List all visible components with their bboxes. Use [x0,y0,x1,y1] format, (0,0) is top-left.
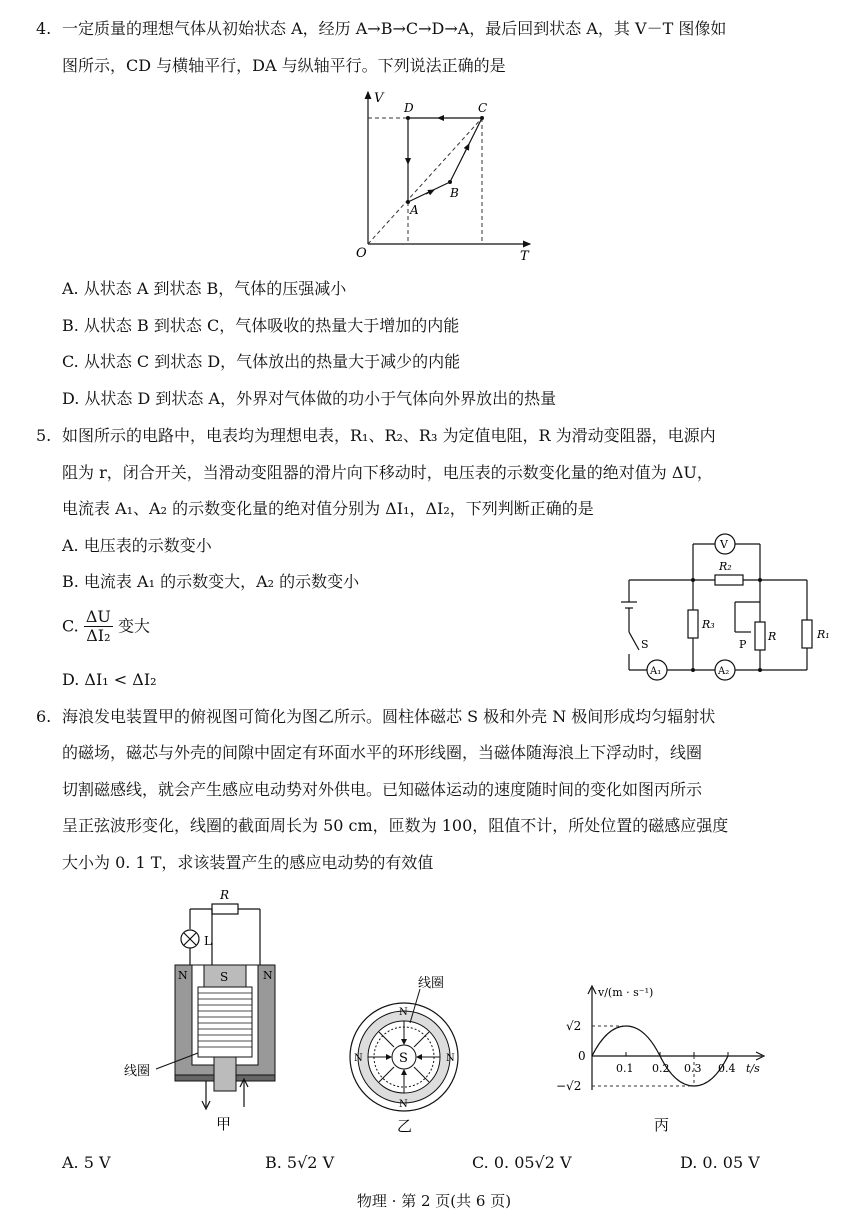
q5-s-label: S [641,638,649,651]
q4-option-c[interactable]: C. 从状态 C 到状态 D，气体放出的热量大于减少的内能 [62,352,461,371]
q5-option-c-numerator: ΔU [85,607,111,626]
q5-r3-label: R₃ [702,618,715,631]
q5-a1-label: A₁ [650,666,662,677]
q6-stem-line3: 切割磁感线，就会产生感应电动势对外供电。已知磁体运动的速度随时间的变化如图丙所示 [62,780,703,799]
q6-option-a[interactable]: A. 5 V [62,1153,111,1172]
q6-bing-y-zero: 0 [578,1049,586,1063]
q5-p-label: P [739,638,747,651]
q6-figure-bing [540,980,780,1135]
q6-jia-r-label: R [220,888,230,902]
q6-jia-n-right-label: N [263,969,273,982]
q6-number: 6. [36,707,52,726]
q5-option-c-fraction [84,608,113,645]
q6-bing-x-tick: 0.3 [684,1062,702,1075]
q5-r1-label: R₁ [817,628,830,641]
q6-yi-n-bottom: N [399,1099,408,1110]
q4-option-b[interactable]: B. 从状态 B 到状态 C，气体吸收的热量大于增加的内能 [62,316,460,335]
q4-origin: O [356,246,367,261]
q4-stem-line2: 图所示，CD 与横轴平行，DA 与纵轴平行。下列说法正确的是 [62,56,506,75]
q4-stem-line1: 一定质量的理想气体从初始状态 A，经历 A→B→C→D→A，最后回到状态 A，其 V－T 图像如 [62,19,727,38]
q4-option-a[interactable]: A. 从状态 A 到状态 B，气体的压强减小 [62,279,347,298]
q4-point-c: C [478,101,488,115]
q4-number: 4. [36,19,52,38]
q5-r-label: R [768,630,777,643]
q6-yi-n-right: N [446,1053,455,1064]
q6-figure-yi [340,965,470,1135]
q6-bing-x-tick: 0.2 [652,1062,670,1075]
q5-option-d[interactable]: D. ΔI₁ < ΔI₂ [62,670,157,689]
q4-point-b: B [450,186,459,200]
q6-option-b[interactable]: B. 5√2 V [265,1153,335,1172]
q6-bing-y-neg: −√2 [556,1079,582,1093]
q6-stem-line2: 的磁场，磁芯与外壳的间隙中固定有环面水平的环形线圈，当磁体随海浪上下浮动时，线圈 [62,743,703,762]
q6-option-c[interactable]: C. 0. 05√2 V [472,1153,572,1172]
page-footer: 物理 · 第 2 页(共 6 页) [356,1192,512,1210]
q6-option-d[interactable]: D. 0. 05 V [680,1153,760,1172]
q6-bing-ylabel: v/(m · s⁻¹) [598,986,654,999]
q5-number: 5. [36,426,52,445]
q5-voltmeter-label: V [720,538,728,551]
q5-r2-label: R₂ [719,560,732,573]
q6-bing-x-tick: 0.4 [718,1062,736,1075]
q5-option-c-suffix: 变大 [118,616,151,636]
q6-yi-caption: 乙 [397,1117,413,1135]
q6-stem-line5: 大小为 0. 1 T，求该装置产生的感应电动势的有效值 [62,853,434,872]
q6-bing-x-tick: 0.1 [616,1062,634,1075]
q5-stem-line2: 阻为 r，闭合开关，当滑动变阻器的滑片向下移动时，电压表的示数变化量的绝对值为 ΔU， [62,463,713,482]
q6-jia-s-label: S [220,970,229,984]
q5-stem-line3: 电流表 A₁、A₂ 的示数变化量的绝对值分别为 ΔI₁，ΔI₂，下列判断正确的是 [62,499,594,518]
q6-bing-xlabel: t/s [746,1062,760,1075]
q6-jia-l-label: L [204,934,212,948]
q6-stem-line1: 海浪发电装置甲的俯视图可简化为图乙所示。圆柱体磁芯 S 极和外壳 N 极间形成均匀辐射状 [62,707,716,726]
q5-stem-line1: 如图所示的电路中，电表均为理想电表，R₁、R₂、R₃ 为定值电阻，R 为滑动变阻器，电源内 [62,426,716,445]
q5-option-b[interactable]: B. 电流表 A₁ 的示数变大，A₂ 的示数变小 [62,572,360,591]
q5-option-a[interactable]: A. 电压表的示数变小 [62,536,212,555]
q4-vt-diagram [330,84,540,264]
q5-circuit-diagram [615,532,840,692]
q5-option-c-denominator: ΔI₂ [86,626,111,645]
q6-bing-y-pos: √2 [566,1019,582,1033]
q6-yi-n-top: N [399,1007,408,1018]
q5-option-c-prefix: C. [62,616,79,636]
q5-option-c[interactable] [62,608,150,645]
q6-jia-n-left-label: N [178,969,188,982]
q6-stem-line4: 呈正弦波形变化，线圈的截面周长为 50 cm，匝数为 100，阻值不计，所处位置的磁感应强度 [62,816,729,835]
q6-yi-s-label: S [399,1051,408,1066]
q6-jia-coil-label: 线圈 [124,1064,151,1079]
q6-yi-n-left: N [354,1053,363,1064]
q6-bing-caption: 丙 [654,1116,670,1134]
q4-option-d[interactable]: D. 从状态 D 到状态 A，外界对气体做的功小于气体向外界放出的热量 [62,389,557,408]
q4-point-a: A [410,203,419,217]
q4-axis-t: T [520,249,529,264]
q4-point-d: D [404,101,414,115]
q6-jia-caption: 甲 [216,1115,232,1133]
q4-axis-v: V [374,91,384,106]
q6-figure-jia [120,885,300,1135]
q6-yi-coil-label: 线圈 [418,976,445,991]
q5-a2-label: A₂ [718,666,730,677]
